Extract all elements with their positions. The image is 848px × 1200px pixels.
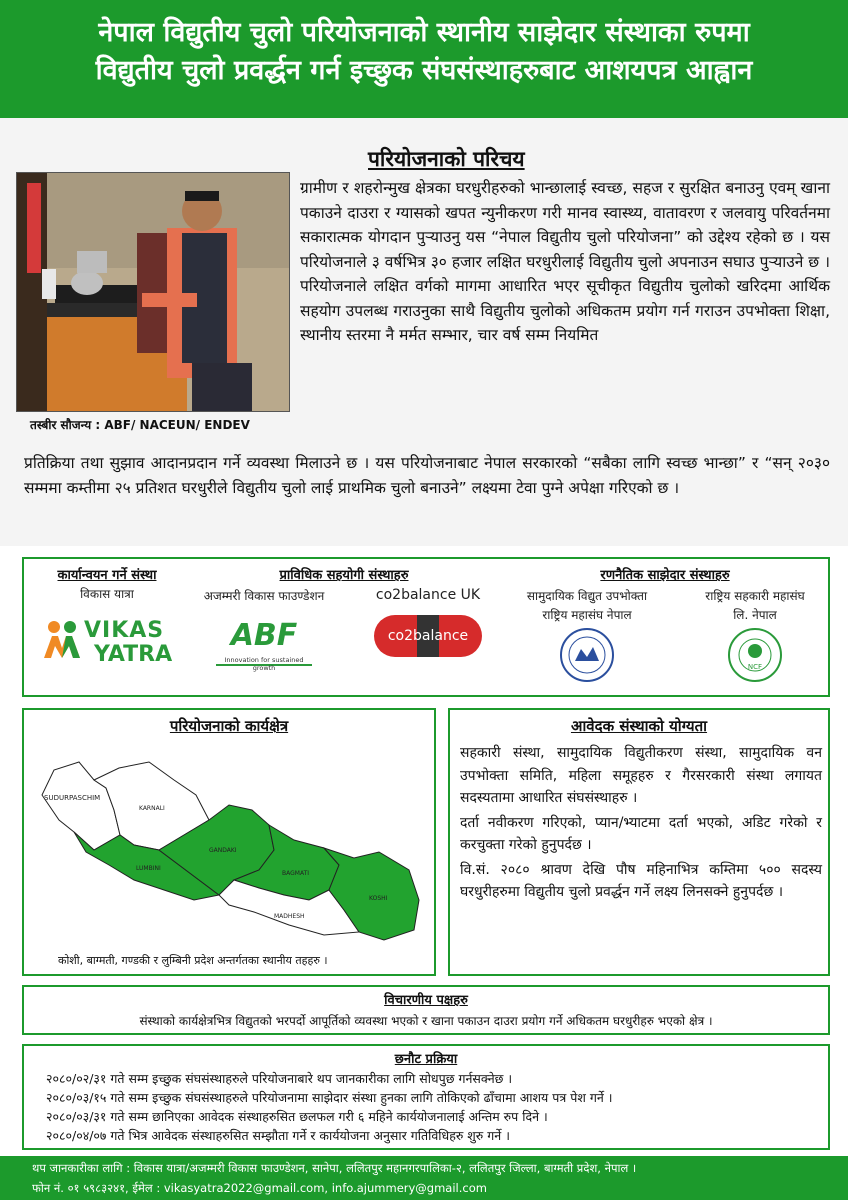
label-koshi: KOSHI [369, 895, 388, 902]
process-step: २०८०/०३/१५ गते सम्म इच्छुक संघसंस्थाहरुले परियोजनामा साझेदार संस्था हुनका लागि तोकिएको ढाँचामा आशय पत्र पेश गर्ने । [46, 1090, 613, 1105]
abf-logo-tagline: Innovation for sustained growth [224, 656, 304, 672]
project-area-caption: कोशी, बाग्मती, गण्डकी र लुम्बिनी प्रदेश अन्तर्गतका स्थानीय तहहरु । [58, 954, 328, 967]
intro-title: परियोजनाको परिचय [368, 147, 525, 171]
vikas-yatra-logo-word2: YATRA [94, 642, 173, 667]
project-photo [16, 172, 290, 412]
ncf-org-line1: राष्ट्रिय सहकारी महासंघ [705, 589, 805, 603]
label-bagmati: BAGMATI [282, 870, 310, 877]
header-title-line2: विद्युतीय चुलो प्रवर्द्धन गर्न इच्छुक संघसंस्थाहरुबाट आशयपत्र आह्वान [95, 55, 753, 86]
vikas-yatra-logo-word1: VIKAS [84, 618, 165, 643]
project-area-title: परियोजनाको कार्यक्षेत्र [169, 717, 289, 735]
naceun-seal [559, 627, 615, 683]
considerations-box [22, 985, 830, 1035]
ncf-seal [727, 627, 783, 683]
eligibility-paragraph-2: दर्ता नवीकरण गरिएको, प्यान/भ्याटमा दर्ता भएको, अडिट गरेको र करचुक्ता गरेको हुनुपर्दछ । [460, 814, 822, 853]
photo-caption: तस्बीर सौजन्य : ABF/ NACEUN/ ENDEV [30, 418, 250, 432]
technical-org-column [194, 565, 494, 683]
process-step: २०८०/०३/३१ गते सम्म छानिएका आवेदक संस्थाहरुसित छलफल गरी ६ महिने कार्ययोजनालाई अन्तिम रुप दिने । [46, 1109, 548, 1124]
partners-box [22, 557, 830, 697]
intro-paragraph-1: ग्रामीण र शहरोन्मुख क्षेत्रका घरधुरीहरुको भान्छालाई स्वच्छ, सहज र सुरक्षित बनाउनु एवम् खाना पकाउने दाउरा र ग्यासको खपत न्युनीकरण गरी मानव स्वास्थ्य, वातावरण र जलवायु परिवर्तनमा सकारात्मक योगदान पुऱ्याउनु यस “नेपाल विद्युतीय चुलो परियोजना” को उद्देश्य रहेको छ । यस परियोजनाले ३ वर्षभित्र ३० हजार लक्षित घरधुरीलाई विद्युतीय चुलो अपनाउन सघाउ पुऱ्याउने छ । परियोजनाले लक्षित वर्गको मागमा आधारित भएर सूचीकृत विद्युतीय चुलोको खरिदमा आर्थिक सहयोग उपलब्ध गराउनुका साथै विद्युतीय चुलोको अधिकतम प्रयोग गर्न गराउन उपभोक्ता शिक्षा, स्थानीय स्तरमा नै मर्मत सम्भार, चार वर्ष सम्म नियमित [300, 179, 830, 344]
footer-phone-email: फोन नं. ०१ ५९८३२४१, ईमेल : vikasyatra2022@gmail.com, info.ajummery@gmail.com [32, 1181, 487, 1195]
eligibility-box [448, 708, 830, 976]
label-gandaki: GANDAKI [209, 847, 237, 854]
ncf-seal-text: NCF [747, 663, 763, 671]
process-step: २०८०/०४/०७ गते भित्र आवेदक संस्थाहरुसित सम्झौता गर्ने र कार्ययोजना अनुसार गतिविधिहरु शुरु गर्ने । [46, 1128, 510, 1143]
label-karnali: KARNALI [139, 805, 165, 812]
vikas-yatra-logo [28, 616, 186, 676]
implementing-org-name: विकास यात्रा [80, 587, 134, 601]
nepal-province-map [24, 740, 434, 950]
label-madhesh: MADHESH [274, 913, 305, 920]
intro-paragraph-2: प्रतिक्रिया तथा सुझाव आदानप्रदान गर्ने व्यवस्था मिलाउने छ । यस परियोजनाबाट नेपाल सरकारको “सबैका लागि स्वच्छ भान्छा” र “सन् २०३० सम्ममा कम्तीमा २५ प्रतिशत घरधुरीले विद्युतीय चुलो लाई प्राथमिक चुलो बनाउने” लक्ष्यमा टेवा पुग्ने अपेक्षा गरिएको छ । [24, 454, 830, 497]
header-banner [0, 0, 848, 118]
considerations-text: संस्थाको कार्यक्षेत्रभित्र विद्युतको भरपर्दो आपूर्तिको व्यवस्था भएको र खाना पकाउन दाउरा प्रयोग गर्ने अधिकतम घरधुरीहरु भएको क्षेत्र । [139, 1014, 713, 1028]
project-area-box [22, 708, 436, 976]
naceun-org-line1: सामुदायिक विद्युत उपभोक्ता [526, 589, 648, 603]
label-sudurpaschim: SUDURPASCHIM [44, 794, 101, 802]
co2balance-logo-text: co2balance [387, 628, 469, 644]
considerations-title: विचारणीय पक्षहरु [384, 993, 468, 1008]
co2balance-logo [374, 615, 482, 657]
process-step: २०८०/०२/३१ गते सम्म इच्छुक संघसंस्थाहरुले परियोजनाबारे थप जानकारीका लागि सोधपुछ गर्नसक्नेछ । [46, 1071, 513, 1086]
technical-org-heading: प्राविधिक सहयोगी संस्थाहरु [279, 568, 409, 583]
strategic-org-column [502, 565, 828, 683]
abf-logo-text: ABF [230, 618, 298, 653]
implementing-org-heading: कार्यान्वयन गर्ने संस्था [57, 568, 157, 583]
header-title-line1: नेपाल विद्युतीय चुलो परियोजनाको स्थानीय साझेदार संस्थाका रुपमा [98, 17, 750, 48]
abf-org-name: अजम्मरी विकास फाउण्डेशन [203, 589, 325, 603]
eligibility-title: आवेदक संस्थाको योग्यता [570, 717, 708, 735]
ncf-org-line2: लि. नेपाल [733, 608, 777, 622]
selection-process-box [22, 1044, 830, 1150]
eligibility-paragraph-1: सहकारी संस्था, सामुदायिक विद्युतीकरण संस्था, सामुदायिक वन उपभोक्ता समिति, महिला समूहहरु र गैरसरकारी संस्था लगायत सदस्यतामा आधारित संघसंस्थाहरु । [460, 745, 822, 806]
man-cooking-illustration [17, 173, 289, 411]
co2balance-org-name: co2balance UK [375, 587, 481, 603]
vikas-yatra-people-icon [40, 618, 84, 662]
abf-logo [216, 618, 312, 672]
label-lumbini: LUMBINI [136, 865, 161, 872]
footer-contact [0, 1156, 848, 1200]
selection-process-title: छनौट प्रक्रिया [394, 1052, 458, 1067]
eligibility-paragraph-3: वि.सं. २०८० श्रावण देखि पौष महिनाभित्र कम्तिमा ५०० सदस्य घरधुरीहरुमा विद्युतीय चुलो प्रवर्द्धन गर्ने लक्ष्य लिनसक्ने हुनुपर्दछ । [460, 861, 822, 900]
strategic-org-heading: रणनैतिक साझेदार संस्थाहरु [600, 568, 730, 583]
footer-address: थप जानकारीका लागि : विकास यात्रा/अजम्मरी विकास फाउण्डेशन, सानेपा, ललितपुर महानगरपालिका-२, ललितपुर जिल्ला, बाग्मती प्रदेश, नेपाल । [32, 1161, 637, 1175]
naceun-org-line2: राष्ट्रिय महासंघ नेपाल [542, 608, 632, 622]
implementing-org-column [28, 565, 186, 676]
